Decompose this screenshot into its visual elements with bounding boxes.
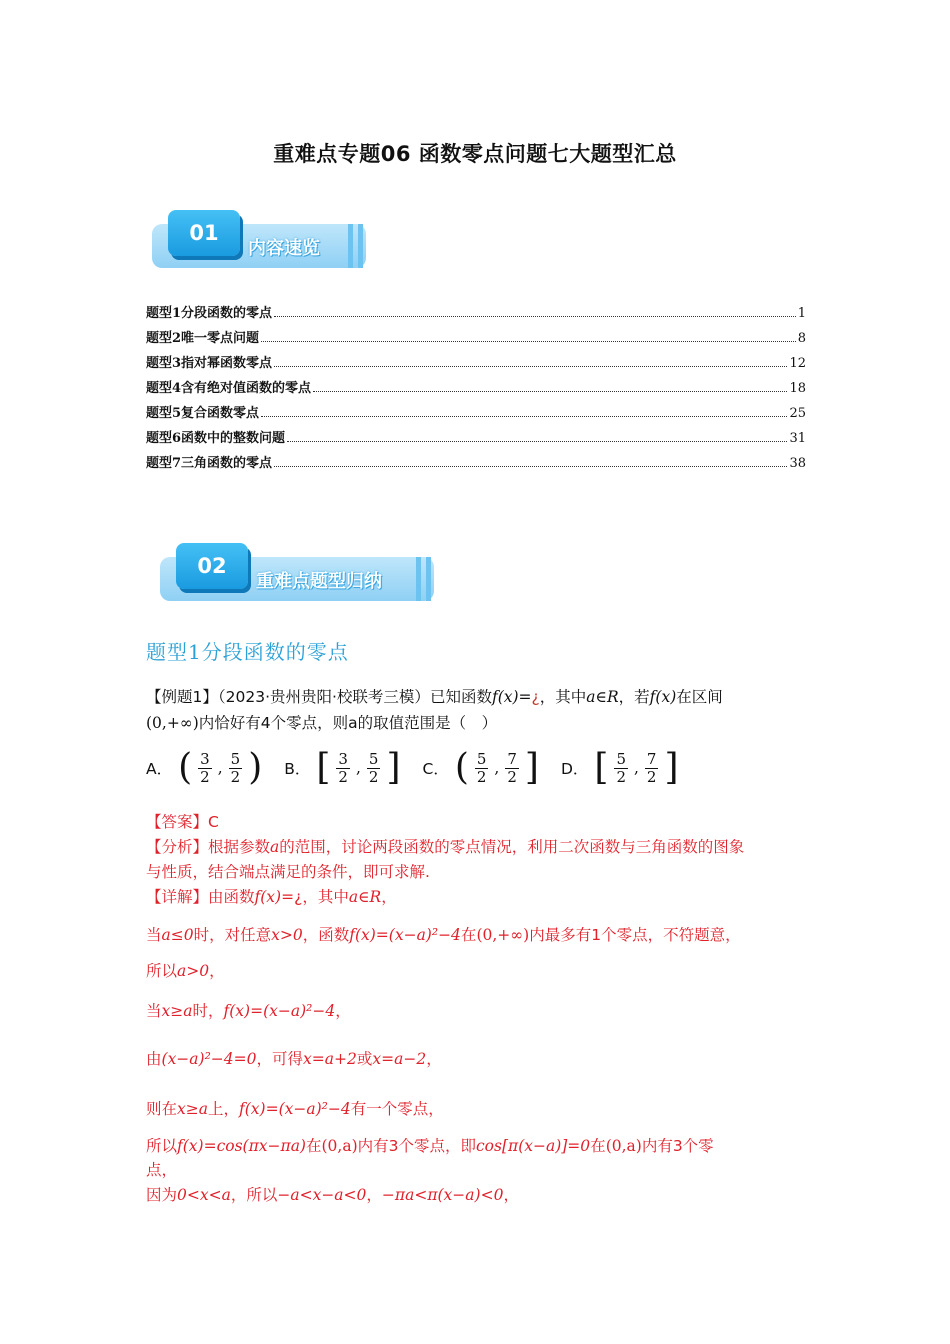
text: ，若 <box>618 688 650 706</box>
section-banner-types <box>160 543 390 607</box>
text: 【分析】根据参数 <box>146 838 271 856</box>
analysis-line <box>146 835 826 860</box>
option-a[interactable] <box>146 748 262 788</box>
toc-item-title: 题型4含有绝对值函数的零点 <box>146 381 312 396</box>
toc-item-page: 8 <box>797 331 806 346</box>
denominator: 2 <box>200 767 210 786</box>
math: (0,+∞) <box>476 926 530 944</box>
detail-line-7: 因为0<x<a，所以−a<x−a<0，−πa<π(x−a)<0， <box>146 1186 519 1204</box>
option-label: D． <box>560 760 589 778</box>
bracket: [ <box>594 747 609 788</box>
banner-stripe <box>358 224 363 268</box>
math: f(x)=(x−a)²−4 <box>349 926 461 944</box>
math: (0,a) <box>605 1137 642 1155</box>
detail-line-6: 所以f(x)=cos(πx−πa)在(0,a)内有3个零点，即cos[π(x−a)]=0在(0,a)内有3个零 点， <box>146 1137 714 1179</box>
bracket: ] <box>386 747 401 788</box>
math: f(x) <box>649 688 677 706</box>
text: ，其中 <box>539 688 587 706</box>
example-question <box>146 684 816 736</box>
detail-line <box>146 885 826 910</box>
option-b[interactable] <box>284 748 400 788</box>
numerator: 7 <box>646 749 657 768</box>
numerator: 5 <box>230 749 241 768</box>
toc-leader <box>313 391 787 392</box>
banner-label: 内容速览 <box>248 238 320 259</box>
math: (x−a)²−4=0 <box>161 1050 257 1068</box>
math: (0,+∞) <box>146 714 199 732</box>
toc-item-title: 题型6函数中的整数问题 <box>146 431 286 446</box>
toc-item-page: 25 <box>789 406 806 421</box>
toc-item-title: 题型3指对幂函数零点 <box>146 356 273 371</box>
fraction <box>336 751 350 786</box>
bracket: [ <box>316 747 331 788</box>
math: f(x)=(x−a)²−4 <box>223 1002 336 1020</box>
toc-leader <box>261 341 796 342</box>
missing-formula-glyph: ¿ <box>531 688 540 706</box>
numerator: 5 <box>616 749 626 768</box>
text: 内恰好有4个零点，则a的取值范围是（ ） <box>198 714 498 732</box>
toc-leader <box>274 316 796 317</box>
denominator: 2 <box>338 767 348 786</box>
comma: , <box>217 759 223 777</box>
toc-item[interactable] <box>146 296 806 321</box>
math: f(x)= <box>491 688 532 706</box>
fraction <box>229 751 243 786</box>
comma: , <box>355 759 361 777</box>
fraction <box>645 751 659 786</box>
bracket: ( <box>454 747 469 788</box>
toc-item-page: 38 <box>789 456 806 471</box>
banner-number: 02 <box>176 543 248 589</box>
detail-line-3: 当x≥a时，f(x)=(x−a)²−4， <box>146 1002 351 1020</box>
toc-item[interactable] <box>146 446 806 471</box>
text: ， <box>381 888 397 906</box>
denominator: 2 <box>616 767 626 786</box>
fraction <box>505 751 519 786</box>
toc-leader <box>287 441 787 442</box>
math: x=a+2 <box>303 1050 357 1068</box>
example-source: （2023·贵州贵阳·校联考三模） <box>217 688 430 706</box>
toc-item-title: 题型5复合函数零点 <box>146 406 260 421</box>
banner-label: 重难点题型归纳 <box>256 571 382 592</box>
math: a <box>270 838 280 856</box>
toc-item-page: 18 <box>789 381 806 396</box>
text: ，其中 <box>302 888 349 906</box>
banner-stripe <box>426 557 431 601</box>
comma: , <box>633 759 639 777</box>
toc-leader <box>274 466 787 467</box>
math: a>0 <box>177 962 210 980</box>
math: f(x)=cos(πx−πa) <box>177 1137 306 1155</box>
text: 【详解】由函数 <box>146 888 255 906</box>
toc-item-title: 题型7三角函数的零点 <box>146 456 273 471</box>
toc-item-title: 题型2唯一零点问题 <box>146 331 260 346</box>
denominator: 2 <box>507 767 517 786</box>
text: 在区间 <box>676 688 723 706</box>
text: 的范围，讨论两段函数的零点情况，利用二次函数与三角函数的图象 <box>279 838 745 856</box>
math: x≥a <box>177 1100 208 1118</box>
bracket: ] <box>524 747 539 788</box>
toc-item[interactable] <box>146 346 806 371</box>
math: x≥a <box>161 1002 193 1020</box>
detail-line-4: 由(x−a)²−4=0，可得x=a+2或x=a−2， <box>146 1050 442 1068</box>
example-tag: 【例题1】 <box>146 688 218 706</box>
section-heading: 题型1分段函数的零点 <box>146 640 349 664</box>
toc-item-title: 题型1分段函数的零点 <box>146 306 273 321</box>
text: 已知函数 <box>429 688 492 706</box>
math: a≤0 <box>161 926 194 944</box>
math: a∈R <box>348 888 382 906</box>
denominator: 2 <box>646 767 657 786</box>
solution-block <box>146 810 826 910</box>
toc-item[interactable] <box>146 321 806 346</box>
detail-line-2: 所以a>0， <box>146 962 225 980</box>
math: x>0 <box>271 926 303 944</box>
numerator: 3 <box>200 749 210 768</box>
page-title: 重难点专题06 函数零点问题七大题型汇总 <box>273 142 677 166</box>
toc-leader <box>274 366 787 367</box>
math: f(x)=(x−a)²−4 <box>239 1100 351 1118</box>
fraction <box>614 751 628 786</box>
banner-number: 01 <box>168 210 240 256</box>
math: −a<x−a<0 <box>277 1186 367 1204</box>
fraction <box>198 751 212 786</box>
math: x=a−2 <box>372 1050 427 1068</box>
banner-stripe <box>348 224 353 268</box>
table-of-contents <box>146 296 806 471</box>
numerator: 5 <box>368 749 379 768</box>
option-d[interactable] <box>561 748 679 788</box>
section-banner-overview <box>152 210 382 274</box>
toc-item-page: 31 <box>789 431 806 446</box>
option-label: A． <box>146 760 173 778</box>
math: (0,a) <box>321 1137 358 1155</box>
numerator: 5 <box>476 749 487 768</box>
toc-item-page: 1 <box>797 306 806 321</box>
option-label: C． <box>422 760 449 778</box>
toc-leader <box>261 416 787 417</box>
numerator: 3 <box>338 749 348 768</box>
toc-item[interactable] <box>146 396 806 421</box>
toc-item[interactable] <box>146 421 806 446</box>
denominator: 2 <box>230 767 241 786</box>
toc-item-page: 12 <box>789 356 806 371</box>
bracket: ) <box>248 747 263 788</box>
math: −πa<π(x−a)<0 <box>381 1186 504 1204</box>
toc-item[interactable] <box>146 371 806 396</box>
detail-line-5: 则在x≥a上，f(x)=(x−a)²−4有一个零点， <box>146 1100 444 1118</box>
math: f(x)= <box>254 888 295 906</box>
math: a∈R <box>586 688 619 706</box>
fraction <box>475 751 489 786</box>
fraction <box>367 751 381 786</box>
analysis-line: 与性质，结合端点满足的条件，即可求解. <box>146 863 430 881</box>
denominator: 2 <box>368 767 379 786</box>
numerator: 7 <box>507 749 517 768</box>
math: cos[π(x−a)]=0 <box>476 1137 591 1155</box>
denominator: 2 <box>476 767 487 786</box>
missing-formula-glyph: ¿ <box>294 888 303 906</box>
comma: , <box>494 759 500 777</box>
answer-line: 【答案】C <box>146 813 219 831</box>
math: 0<x<a <box>177 1186 231 1204</box>
bracket: ( <box>178 747 193 788</box>
answer-options <box>146 748 679 788</box>
banner-stripe <box>416 557 421 601</box>
option-label: B． <box>284 760 311 778</box>
bracket: ] <box>664 747 679 788</box>
detail-line-1: 当a≤0时，对任意x>0，函数f(x)=(x−a)²−4在(0,+∞)内最多有1个零点，不符题意， <box>146 926 741 944</box>
option-c[interactable] <box>423 748 539 788</box>
